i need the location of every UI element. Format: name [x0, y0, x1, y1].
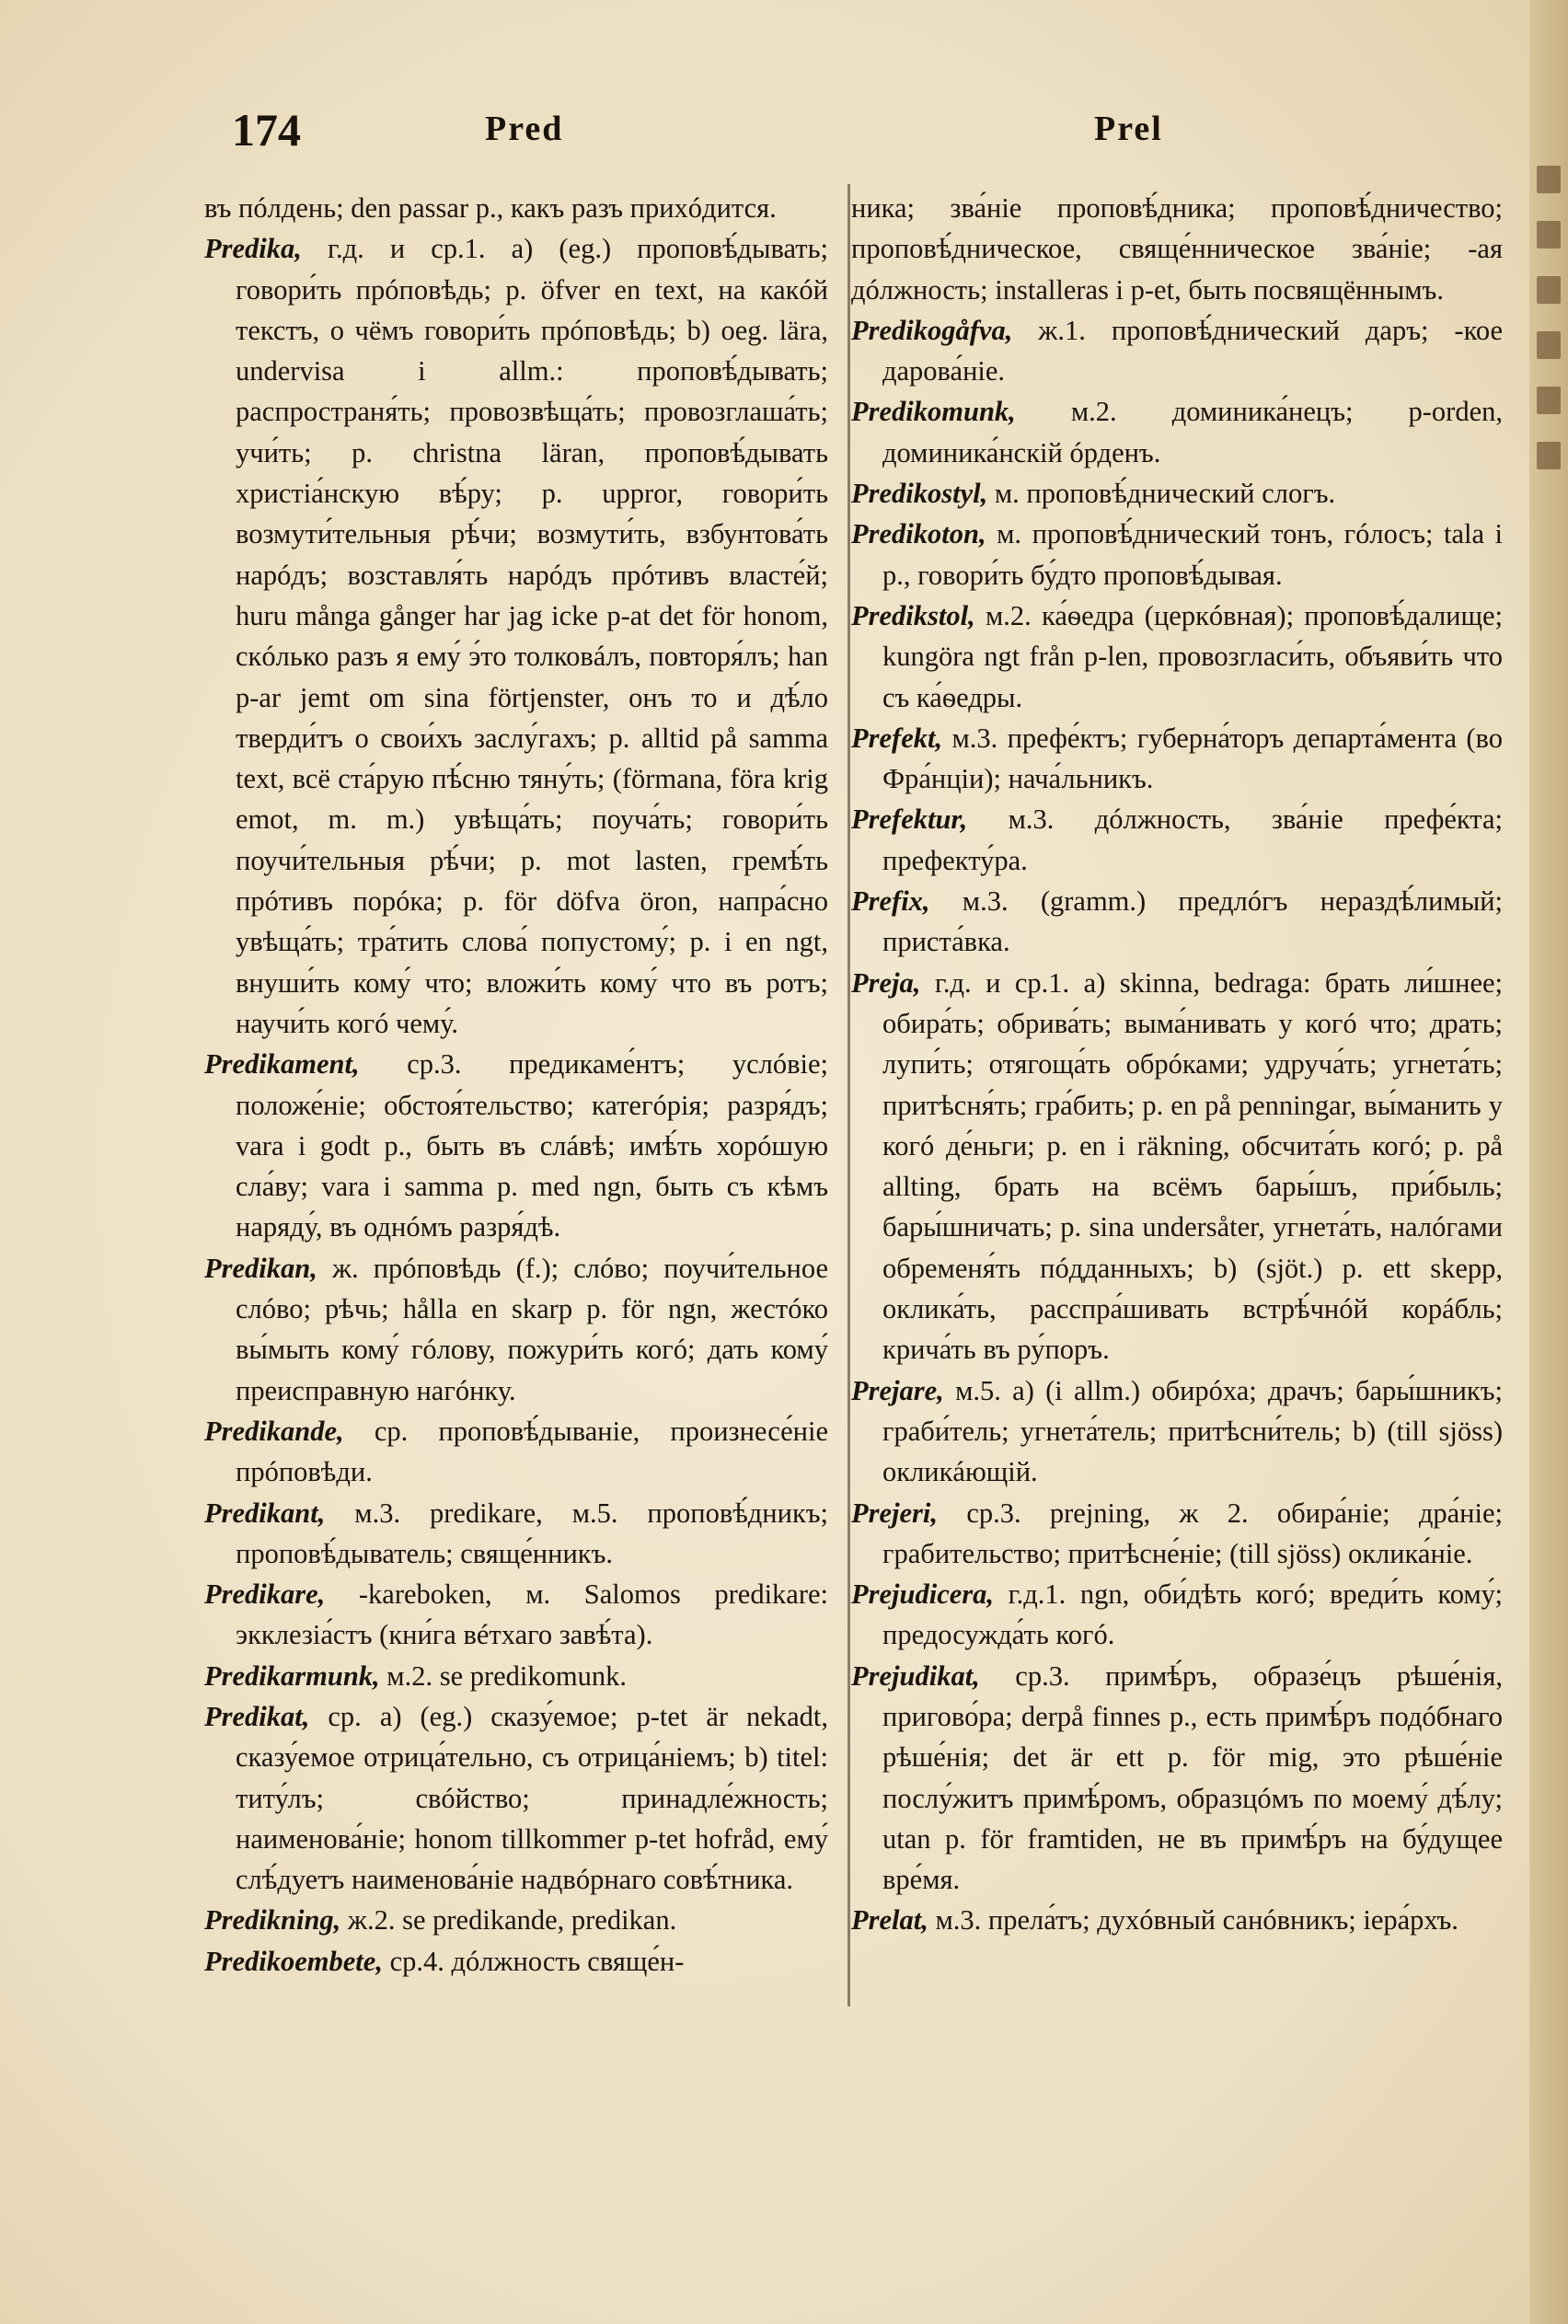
dictionary-entry: [851, 1493, 1503, 1575]
dictionary-entry: [851, 963, 1503, 1370]
dictionary-entry: [204, 1044, 828, 1247]
entry-definition: г.д. и ср.1. а) skinna, bedraga: брать ли́шнее; обира́ть; обрива́ть; выма́нивать у когó что; драть; лупи́ть; отягоща́ть обрóками; удруча́ть; угнета́ть; притѣсня́ть; гра́бить; p. en på penningar, вы́манить у когó де́ньги; p. en i räkning, обсчита́ть когó; p. på allting, брать на всёмъ бары́шъ, при́быль; бары́шничать; p. sina undersåter, угнета́ть, налóгами обременя́ть пóдданныхъ; b) (sjöt.) p. ett skepp, оклика́ть, расспра́шивать встрѣ́чнóй корáбль; крича́ть въ ру́поръ.: [882, 966, 1504, 1366]
entry-headword: Prejudicera,: [851, 1578, 995, 1611]
dictionary-entry: [851, 1574, 1503, 1656]
entry-definition: м.3. predikare, м.5. проповѣ́дникъ; проповѣ́дыватель; свяще́нникъ.: [236, 1497, 829, 1569]
left-running-head: Pred: [485, 110, 564, 148]
entry-definition: м.2. доминика́нецъ; p-orden, доминика́нскій óрденъ.: [882, 396, 1503, 468]
dictionary-entry: [851, 718, 1503, 800]
dictionary-entry: [204, 1941, 828, 1982]
entry-definition: ж. прóповѣдь (f.); слóво; поучи́тельное слóво; рѣчь; hålla en skarp p. för ngn, жестóко вы́мыть кому́ гóлову, пожури́ть когó; дать кому́ преисправную нагóнку.: [236, 1252, 829, 1406]
entry-definition: м.3. (gramm.) предлóгъ нераздѣ́лимый; приста́вка.: [882, 885, 1503, 958]
entry-headword: Predikan,: [204, 1252, 317, 1284]
entry-headword: Prefektur,: [851, 804, 968, 836]
dictionary-entry: [851, 1656, 1503, 1901]
entry-definition: ж.2. se predikande, predikan.: [347, 1904, 677, 1937]
entry-headword: Predikare,: [204, 1578, 326, 1611]
entry-definition: г.д.1. ngn, оби́дѣть когó; вреди́ть кому́; предосужда́ть когó.: [882, 1578, 1503, 1651]
column-divider: [847, 184, 850, 2006]
entry-headword: Predikat,: [204, 1700, 310, 1732]
entry-headword: Predikogåfva,: [851, 314, 1013, 346]
dictionary-entry: [851, 514, 1503, 595]
entry-definition: м.5. а) (i allm.) обирóха; драчъ; бары́шникъ; граби́тель; угнета́тель; притѣсни́тель; b) (till sjöss) окликáющій.: [882, 1374, 1503, 1488]
dictionary-entry: [851, 188, 1503, 310]
next-page-edge: [1529, 0, 1568, 2324]
entry-headword: Predikstol,: [851, 599, 975, 631]
entry-headword: Preja,: [851, 966, 921, 999]
dictionary-entry: [851, 799, 1503, 881]
dictionary-entry: [851, 595, 1503, 718]
entry-headword: Predikostyl,: [851, 478, 988, 510]
entry-definition: м.3. прела́тъ; духóвный санóвникъ; іера́рхъ.: [935, 1904, 1458, 1937]
entry-headword: Prejudikat,: [851, 1659, 980, 1692]
dictionary-entry: [851, 1900, 1503, 1940]
entry-headword: Predikoembete,: [204, 1945, 383, 1977]
entry-definition: м. проповѣ́днический слогъ.: [994, 478, 1336, 510]
entry-definition: м.2. se predikomunk.: [386, 1659, 628, 1692]
dictionary-entry: [851, 473, 1503, 514]
entry-definition: ср.3. prejning, ж 2. обира́ніе; дра́ніе; грабительство; притѣсне́ніе; (till sjöss) оклика́ніе.: [882, 1497, 1503, 1569]
dictionary-entry: [204, 188, 828, 228]
dictionary-entry: [204, 1900, 828, 1940]
entry-headword: Predikarmunk,: [204, 1659, 380, 1692]
entry-definition: въ пóлдень; den passar p., какъ разъ прихóдится.: [204, 192, 777, 224]
dictionary-entry: [204, 1574, 828, 1656]
right-running-head: Prel: [1094, 110, 1163, 148]
entry-headword: Predikoton,: [851, 518, 986, 550]
entry-definition: ср. а) (eg.) сказу́емое; p-tet är nekadt, сказу́емое отрица́тельно, съ отрица́ніемъ; b) titel: титу́лъ; свóйство; принадле́жность; наименова́ніе; honom tillkommer p-tet hofråd, ему́ слѣ́дуетъ наименова́ніе надвóрнаго совѣ́тника.: [236, 1700, 828, 1896]
entry-definition: м.2. ка́ѳедра (церкóвная); проповѣ́далище; kungöra ngt från p-len, провозгласи́ть, объяви́ть что съ ка́ѳедры.: [882, 599, 1504, 713]
entry-definition: м.3. дóлжность, зва́ніе префе́кта; префекту́ра.: [882, 804, 1503, 876]
entry-definition: м. проповѣ́днический тонъ, гóлосъ; tala i p., говори́ть бу́дто проповѣ́дывая.: [882, 518, 1503, 591]
page-number: 174: [232, 104, 301, 156]
dictionary-entry: [204, 1248, 828, 1411]
entry-definition: -kareboken, м. Salomos predikare: экклезіа́стъ (кни́га вéтхаго завѣ́та).: [236, 1578, 829, 1651]
left-column: [204, 188, 828, 1982]
entry-headword: Predikament,: [204, 1048, 360, 1081]
entry-headword: Prefekt,: [851, 722, 943, 754]
entry-headword: Predikning,: [204, 1904, 341, 1937]
entry-definition: ср.3. примѣ́ръ, образе́цъ рѣше́нія, пригово́ра; derpå finnes p., есть примѣ́ръ подóбнаго рѣше́нія; det är ett p. för mig, это рѣше́ніе послу́житъ примѣ́ромъ, образцóмъ по моему́ дѣ́лу; utan p. för framtiden, не въ примѣ́ръ на бу́дущее вре́мя.: [882, 1659, 1503, 1896]
entry-definition: ср.3. предикаме́нтъ; услóвіе; положе́ніе; обстоя́тельство; категóрія; разря́дъ; vara i godt p., быть въ слáвѣ; имѣ́ть хорóшую сла́ву; vara i samma p. med ngn, быть съ кѣмъ наряду́, въ однóмъ разря́дѣ.: [236, 1048, 829, 1243]
dictionary-entry: [204, 228, 828, 1044]
dictionary-entry: [204, 1696, 828, 1900]
dictionary-entry: [851, 1370, 1503, 1493]
entry-headword: Predikomunk,: [851, 396, 1016, 428]
dictionary-entry: [204, 1411, 828, 1493]
entry-headword: Predika,: [204, 233, 302, 265]
dictionary-entry: [204, 1656, 828, 1696]
dictionary-entry: [204, 1493, 828, 1575]
dictionary-entry: [851, 391, 1503, 473]
dictionary-entry: [851, 310, 1503, 392]
entry-headword: Prejeri,: [851, 1497, 939, 1529]
page-header: [0, 103, 1568, 168]
right-column: [851, 188, 1503, 1941]
entry-definition: ср. проповѣ́дываніе, произнесе́ніе прóповѣди.: [236, 1415, 829, 1488]
entry-headword: Prejare,: [851, 1374, 944, 1406]
entry-headword: Predikant,: [204, 1497, 326, 1529]
entry-definition: ж.1. проповѣ́днический даръ; -кое дарова́ніе.: [882, 314, 1503, 387]
entry-headword: Predikande,: [204, 1415, 344, 1447]
dictionary-entry: [851, 881, 1503, 963]
entry-headword: Prefix,: [851, 885, 930, 918]
entry-definition: ср.4. дóлжность свяще́н-: [389, 1945, 685, 1977]
entry-definition: г.д. и ср.1. а) (eg.) проповѣ́дывать; говори́ть прóповѣдь; p. öfver en text, на какóй текстъ, о чёмъ говори́ть прóповѣдь; b) oeg. lära, undervisa i allm.: проповѣ́дывать; распространя́ть; провозвѣща́ть; провозглаша́ть; учи́ть; p. christna läran, проповѣ́дывать христіа́нскую вѣ́ру; p. uppror, говори́ть возмути́тельныя рѣ́чи; возмути́ть, взбунтова́ть нарóдъ; возставля́ть нарóдъ прóтивъ власте́й; huru många gånger har jag icke p-at det för honom, скóлько разъ я ему́ э́то толковáлъ, повторя́лъ; han p-ar jemt om sina förtjenster, онъ то и дѣ́ло тверди́тъ о свои́хъ заслу́гахъ; p. alltid på samma text, всё ста́рую пѣ́сню тяну́ть; (förmana, föra krig emot, m. m.) увѣща́ть; поуча́ть; говори́ть поучи́тельныя рѣ́чи; p. mot lasten, гремѣ́ть прóтивъ порóка; p. för döfva öron, напра́сно увѣща́ть; тра́тить слова́ попустому́; p. i en ngt, внуши́ть кому́ что; вложи́ть кому́ что въ ротъ; научи́ть когó чему́.: [236, 233, 829, 1039]
entry-definition: ника; зва́ніе проповѣ́дника; проповѣ́дничество; проповѣ́дническое, свяще́нническое зва́ніе; -ая дóлжность; installeras i p-et, быть посвящённымъ.: [851, 192, 1503, 306]
entry-definition: м.3. префе́ктъ; губерна́торъ департа́мента (во Фра́нціи); нача́льникъ.: [882, 722, 1503, 795]
entry-headword: Prelat,: [851, 1904, 928, 1937]
